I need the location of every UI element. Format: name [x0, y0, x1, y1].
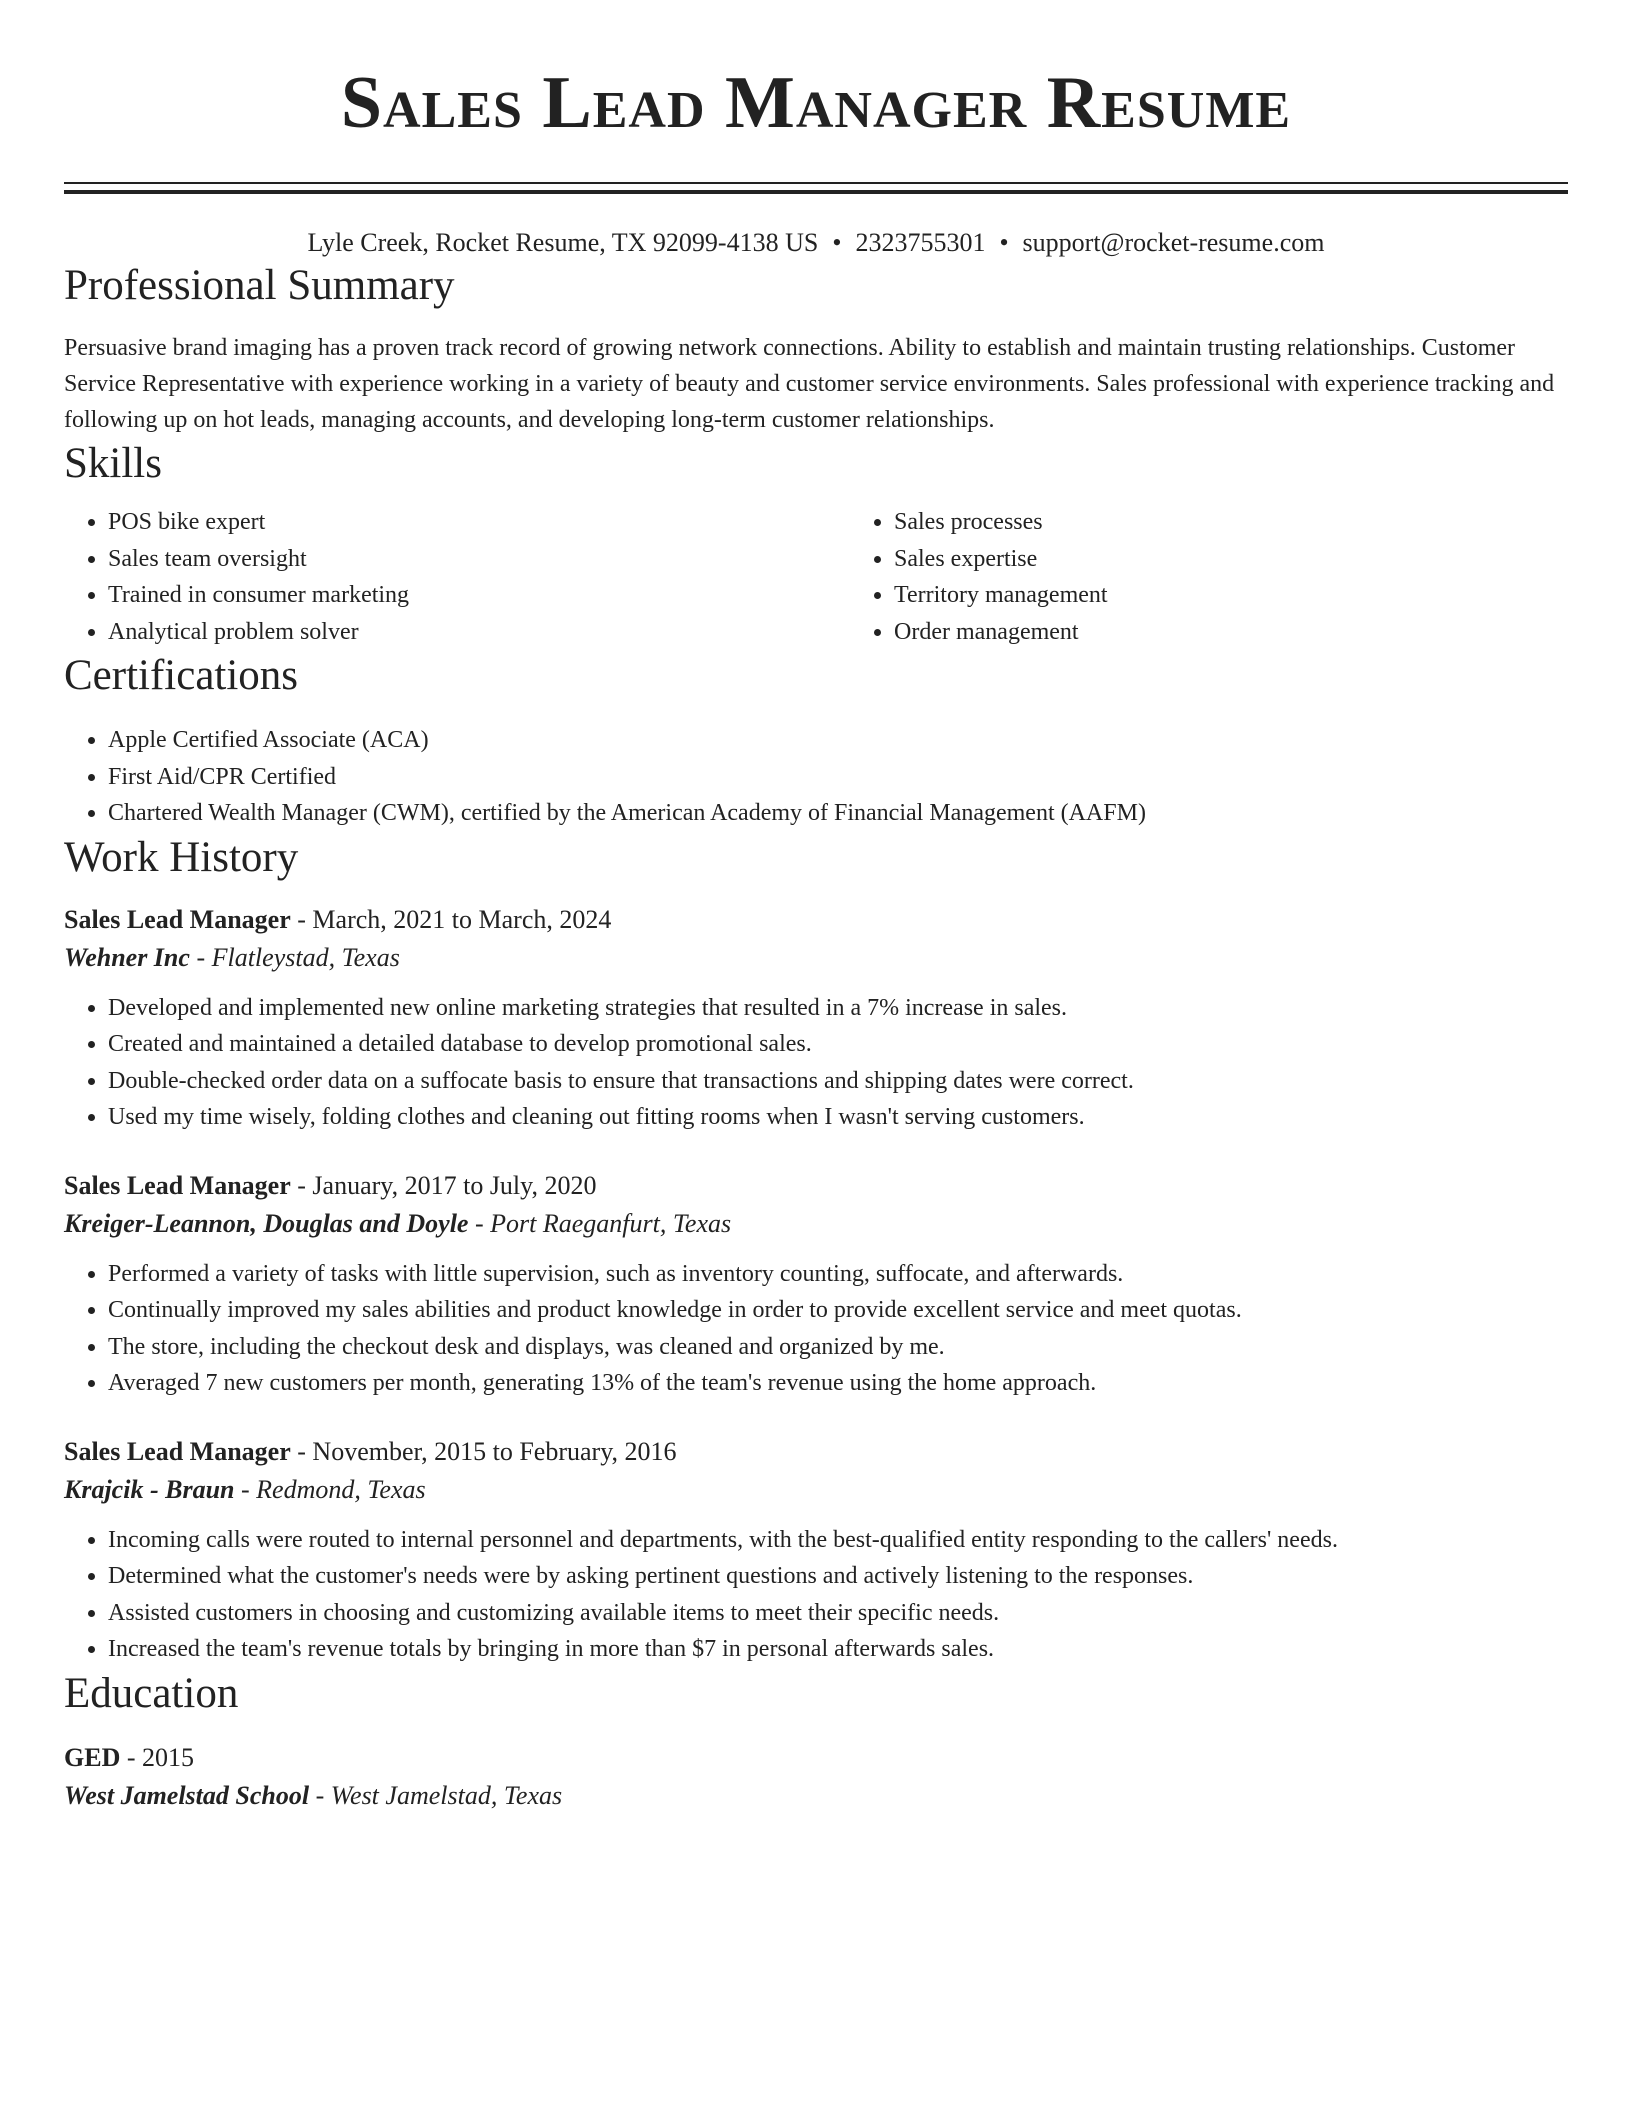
skills-right-list — [850, 504, 1568, 650]
summary-text: Persuasive brand imaging has a proven track record of growing network connections. Ability to establish and maintain trusting relationships. Customer Service Representative with experience working in a variety of beauty and customer service environments. Sales professional with experience tracking and following up on hot leads, managing accounts, and developing long-term customer relationships. — [64, 335, 1555, 433]
school-line — [64, 1776, 1568, 1816]
job-title: Sales Lead Manager — [64, 1436, 291, 1466]
company-name: Wehner Inc — [64, 942, 190, 972]
contact-email: support@rocket-resume.com — [1022, 228, 1325, 257]
skill-item: • Sales processes — [894, 504, 1568, 541]
skills-left-list — [64, 504, 850, 650]
job-title-line — [64, 902, 1568, 938]
job-bullet: • Double-checked order data on a suffocate basis to ensure that transactions and shipping dates were correct. — [108, 1063, 1568, 1100]
job-bullet: • Incoming calls were routed to internal personnel and departments, with the best-qualified entity responding to the callers' needs. — [108, 1522, 1568, 1559]
company-line — [64, 1204, 1568, 1244]
school-location: - West Jamelstad, Texas — [309, 1780, 563, 1810]
company-line — [64, 1470, 1568, 1510]
job-bullet: • Determined what the customer's needs were by asking pertinent questions and actively listening to the responses. — [108, 1558, 1568, 1595]
skill-item: • Order management — [894, 614, 1568, 651]
job-bullet: • Developed and implemented new online marketing strategies that resulted in a 7% increase in sales. — [108, 990, 1568, 1027]
contact-address: Lyle Creek, Rocket Resume, TX 92099-4138 US — [307, 228, 819, 257]
skill-item: • Sales team oversight — [108, 541, 850, 578]
degree-year: - 2015 — [120, 1742, 195, 1772]
job-bullet: • Used my time wisely, folding clothes and cleaning out fitting rooms when I wasn't serving customers. — [108, 1099, 1568, 1136]
company-location: - Redmond, Texas — [234, 1474, 426, 1504]
job-bullet: • Assisted customers in choosing and customizing available items to meet their specific needs. — [108, 1595, 1568, 1632]
education-heading: Education — [64, 1669, 239, 1717]
job-entry — [64, 1434, 1568, 1668]
certifications-heading: Certifications — [64, 652, 299, 699]
contact-separator: • — [999, 228, 1009, 257]
job-entry — [64, 1168, 1568, 1402]
page-title: Sales Lead Manager Resume — [340, 62, 1292, 144]
work-history-heading: Work History — [64, 833, 299, 881]
job-title-line — [64, 1434, 1568, 1470]
job-bullet: • Increased the team's revenue totals by bringing in more than $7 in personal afterwards sales. — [108, 1631, 1568, 1668]
skill-item: • Analytical problem solver — [108, 614, 850, 651]
contact-phone: 2323755301 — [855, 228, 986, 257]
job-title: Sales Lead Manager — [64, 904, 291, 934]
job-bullet: • Averaged 7 new customers per month, generating 13% of the team's revenue using the home approach. — [108, 1365, 1568, 1402]
company-name: Krajcik - Braun — [64, 1474, 235, 1504]
company-line — [64, 938, 1568, 978]
degree-name: GED — [64, 1742, 121, 1772]
company-location: - Flatleystad, Texas — [189, 942, 400, 972]
title-rule-thin — [64, 182, 1568, 184]
skills-grid — [64, 504, 1568, 650]
job-title-line — [64, 1168, 1568, 1204]
certification-item: • First Aid/CPR Certified — [108, 759, 1568, 796]
degree-line — [64, 1740, 1568, 1776]
certifications-list — [64, 722, 1568, 832]
job-bullet: • Performed a variety of tasks with little supervision, such as inventory counting, suffocate, and afterwards. — [108, 1256, 1568, 1293]
skill-item: • Trained in consumer marketing — [108, 577, 850, 614]
summary-heading: Professional Summary — [64, 262, 455, 309]
job-title: Sales Lead Manager — [64, 1170, 291, 1200]
job-dates: - November, 2015 to February, 2016 — [290, 1436, 677, 1466]
skills-heading: Skills — [64, 440, 162, 487]
job-dates: - March, 2021 to March, 2024 — [290, 904, 612, 934]
title-rule-thick — [64, 190, 1568, 194]
contact-separator: • — [832, 228, 842, 257]
skill-item: • Territory management — [894, 577, 1568, 614]
company-name: Kreiger-Leannon, Douglas and Doyle — [64, 1208, 469, 1238]
job-bullets — [64, 1522, 1568, 1668]
job-dates: - January, 2017 to July, 2020 — [290, 1170, 597, 1200]
job-entry — [64, 902, 1568, 1136]
certification-item: • Chartered Wealth Manager (CWM), certified by the American Academy of Financial Management (AAFM) — [108, 795, 1568, 832]
job-bullet: • Created and maintained a detailed database to develop promotional sales. — [108, 1026, 1568, 1063]
job-bullet: • Continually improved my sales abilities and product knowledge in order to provide excellent service and meet quotas. — [108, 1292, 1568, 1329]
contact-line — [64, 226, 1568, 260]
skill-item: • Sales expertise — [894, 541, 1568, 578]
job-bullets — [64, 1256, 1568, 1402]
company-location: - Port Raeganfurt, Texas — [468, 1208, 732, 1238]
job-bullets — [64, 990, 1568, 1136]
skill-item: • POS bike expert — [108, 504, 850, 541]
certification-item: • Apple Certified Associate (ACA) — [108, 722, 1568, 759]
education-entry — [64, 1740, 1568, 1816]
job-bullet: • The store, including the checkout desk and displays, was cleaned and organized by me. — [108, 1329, 1568, 1366]
school-name: West Jamelstad School — [64, 1780, 310, 1810]
